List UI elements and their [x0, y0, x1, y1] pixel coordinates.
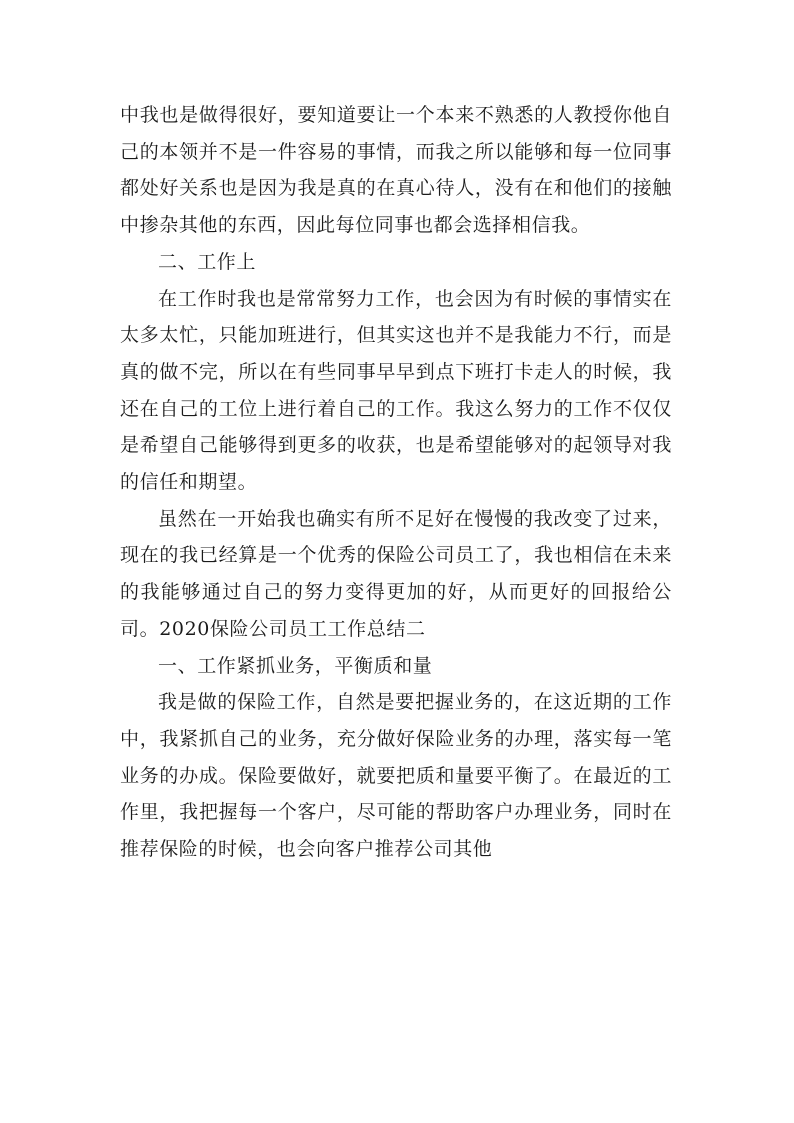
section-heading-business: 一、工作紧抓业务，平衡质和量	[158, 654, 433, 677]
section-heading-work: 二、工作上	[158, 250, 257, 273]
paragraph-work: 在工作时我也是常常努力工作，也会因为有时候的事情实在太多太忙，只能加班进行，但其实这也并不是我能力不行，而是真的做不完，所以在有些同事早早到点下班打卡走人的时候，我还在自己的工位上进行着自己的工作。我这么努力的工作不仅仅是希望自己能够得到更多的收获，也是希望能够对的起领导对我的信任和期望。	[120, 287, 672, 494]
paragraph-continuation: 中我也是做得很好，要知道要让一个本来不熟悉的人教授你他自己的本领并不是一件容易的事情，而我之所以能够和每一位同事都处好关系也是因为我是真的在真心待人，没有在和他们的接触中掺杂其他的东西，因此每位同事也都会选择相信我。	[120, 104, 672, 237]
paragraph-business: 我是做的保险工作，自然是要把握业务的，在这近期的工作中，我紧抓自己的业务，充分做好保险业务的办理，落实每一笔业务的办成。保险要做好，就要把质和量要平衡了。在最近的工作里，我把握每一个客户，尽可能的帮助客户办理业务，同时在推荐保险的时候，也会向客户推荐公司其他	[120, 691, 672, 861]
document-body	[120, 97, 672, 868]
paragraph-improvement: 虽然在一开始我也确实有所不足好在慢慢的我改变了过来，现在的我已经算是一个优秀的保险公司员工了，我也相信在未来的我能够通过自己的努力变得更加的好，从而更好的回报给公司。2020保险公司员工工作总结二	[120, 507, 672, 640]
